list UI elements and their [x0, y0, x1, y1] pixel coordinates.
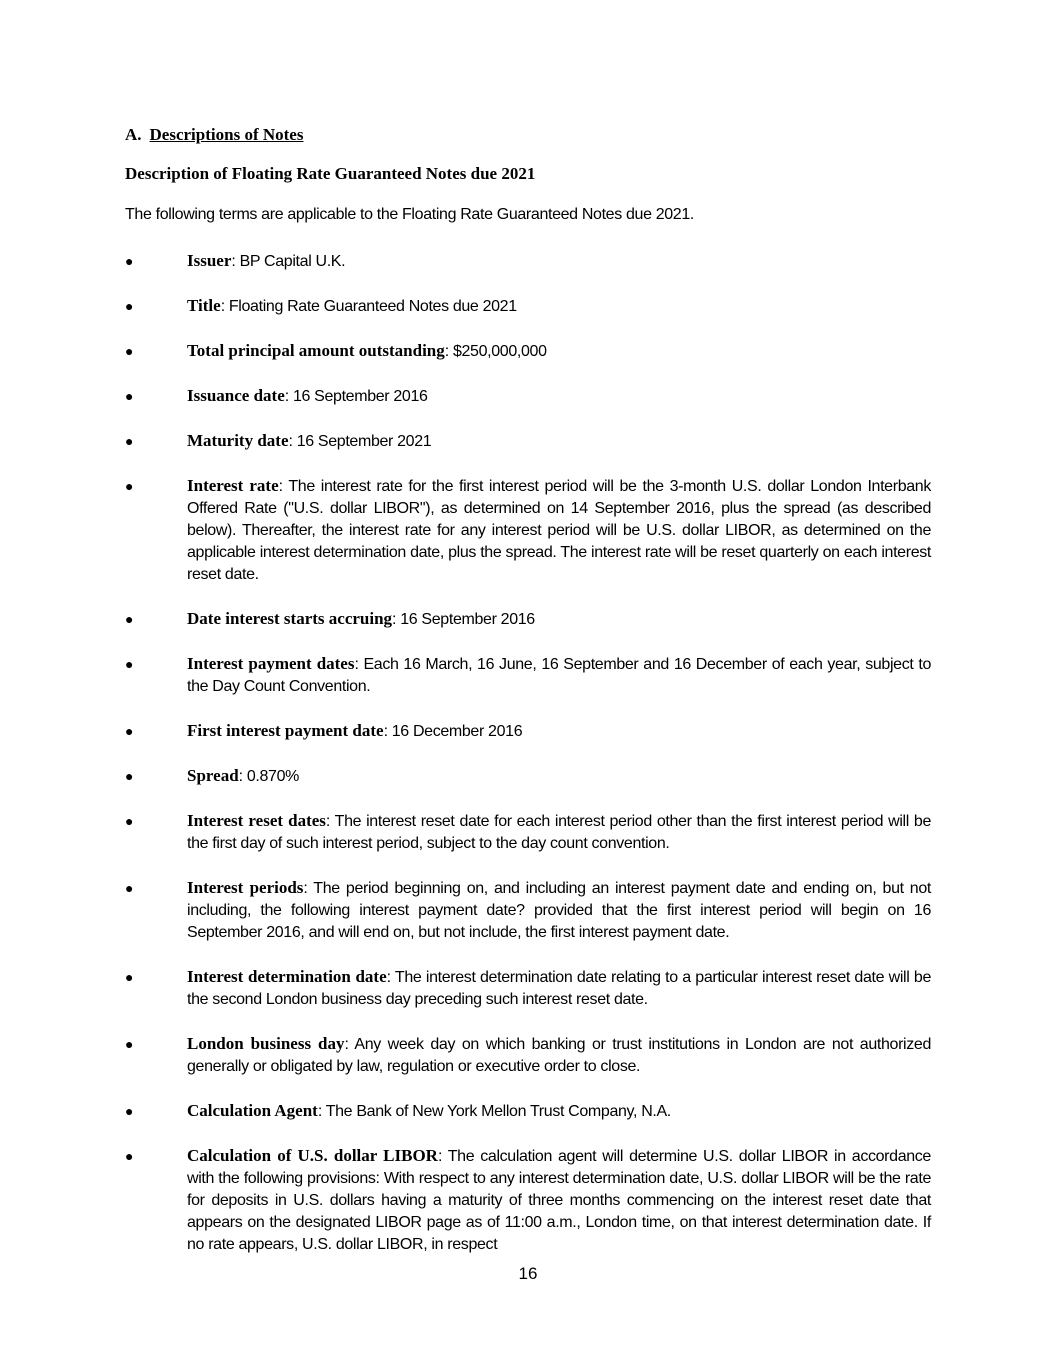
term-text: : Floating Rate Guaranteed Notes due 2021 — [220, 298, 517, 315]
term-text: : The period beginning on, and including an interest payment date and ending on, but not including, the following interest payment date? provided that the first interest period will begin on 16 September 2016, and will end on, but not include, the first interest payment date. — [187, 880, 931, 941]
section-title: Descriptions of Notes — [149, 125, 304, 144]
list-item — [125, 966, 931, 1011]
term-label: Interest reset dates — [187, 811, 326, 830]
list-item — [125, 720, 931, 743]
list-item — [125, 385, 931, 408]
list-item — [125, 765, 931, 788]
bullet-icon: ● — [125, 768, 134, 784]
term-text: : The interest reset date for each interest period other than the first interest period will be the first day of such interest period, subject to the day count convention. — [187, 813, 931, 852]
term-label: First interest payment date — [187, 721, 384, 740]
term-text: : The interest rate for the first interest period will be the 3-month U.S. dollar London Interbank Offered Rate ("U.S. dollar LIBOR"), as determined on 14 September 2016, plus the spread (as described below). Thereafter, the interest rate for any interest period will be U.S. dollar LIBOR, as determined on the applicable interest determination date, plus the spread. The interest rate will be reset quarterly on each interest reset date. — [187, 478, 932, 583]
term-text: : 16 December 2016 — [383, 723, 523, 740]
list-item — [125, 1100, 931, 1123]
section-letter: A. — [125, 125, 142, 144]
term-text: : The calculation agent will determine U.S. dollar LIBOR in accordance with the following provisions: With respect to any interest determination date, U.S. dollar LIBOR will be the rate for deposits in U.S. dollars having a maturity of three months commencing on the interest reset date that appears on the designated LIBOR page as of 11:00 a.m., London time, on that interest determination date. If no rate appears, U.S. dollar LIBOR, in respect — [187, 1148, 931, 1253]
term-label: Issuer — [187, 251, 232, 270]
term-text: : Each 16 March, 16 June, 16 September and 16 December of each year, subject to the Day Count Convention. — [187, 656, 931, 695]
bullet-icon: ● — [125, 343, 134, 359]
bullet-icon: ● — [125, 1036, 134, 1052]
term-label: Calculation Agent — [187, 1101, 318, 1120]
bullet-icon: ● — [125, 969, 134, 985]
list-item — [125, 430, 931, 453]
term-label: Maturity date — [187, 431, 289, 450]
term-label: London business day — [187, 1034, 345, 1053]
term-label: Spread — [187, 766, 239, 785]
term-text: : BP Capital U.K. — [231, 253, 346, 270]
bullet-icon: ● — [125, 880, 134, 896]
term-text: : 16 September 2016 — [284, 388, 428, 405]
term-text: : Any week day on which banking or trust institutions in London are not authorized generally or obligated by law, regulation or executive order to close. — [187, 1036, 932, 1075]
list-item — [125, 1145, 931, 1256]
term-text: : 16 September 2016 — [392, 611, 535, 628]
list-item — [125, 608, 931, 631]
term-text: : The interest determination date relating to a particular interest reset date will be the second London business day preceding such interest reset date. — [187, 969, 931, 1008]
list-item — [125, 653, 931, 698]
term-label: Interest rate — [187, 476, 279, 495]
term-label: Issuance date — [187, 386, 285, 405]
bullet-icon: ● — [125, 433, 134, 449]
term-label: Date interest starts accruing — [187, 609, 393, 628]
bullet-icon: ● — [125, 388, 134, 404]
list-item — [125, 1033, 931, 1078]
bullet-icon: ● — [125, 656, 134, 672]
term-label: Interest periods — [187, 878, 304, 897]
term-label: Calculation of U.S. dollar LIBOR — [187, 1146, 438, 1165]
term-label: Interest payment dates — [187, 654, 355, 673]
term-label: Total principal amount outstanding — [187, 341, 445, 360]
intro-paragraph: The following terms are applicable to the Floating Rate Guaranteed Notes due 2021. — [125, 206, 694, 223]
list-item — [125, 340, 931, 363]
bullet-icon: ● — [125, 611, 134, 627]
list-item — [125, 295, 931, 318]
term-label: Title — [187, 296, 221, 315]
bullet-icon: ● — [125, 478, 134, 494]
list-item — [125, 475, 931, 586]
term-text: : 16 September 2021 — [288, 433, 432, 450]
term-text: : $250,000,000 — [444, 343, 547, 360]
bullet-icon: ● — [125, 253, 134, 269]
page-number: 16 — [518, 1264, 538, 1283]
bullet-icon: ● — [125, 723, 134, 739]
list-item — [125, 877, 931, 944]
bullet-icon: ● — [125, 298, 134, 314]
term-text: : 0.870% — [238, 768, 300, 785]
section-heading — [125, 125, 303, 145]
list-item — [125, 250, 931, 273]
terms-list — [125, 250, 931, 1278]
list-item — [125, 810, 931, 855]
bullet-icon: ● — [125, 1103, 134, 1119]
subtitle: Description of Floating Rate Guaranteed Notes due 2021 — [125, 164, 536, 183]
bullet-icon: ● — [125, 813, 134, 829]
bullet-icon: ● — [125, 1148, 134, 1164]
term-label: Interest determination date — [187, 967, 387, 986]
term-text: : The Bank of New York Mellon Trust Company, N.A. — [317, 1103, 671, 1120]
